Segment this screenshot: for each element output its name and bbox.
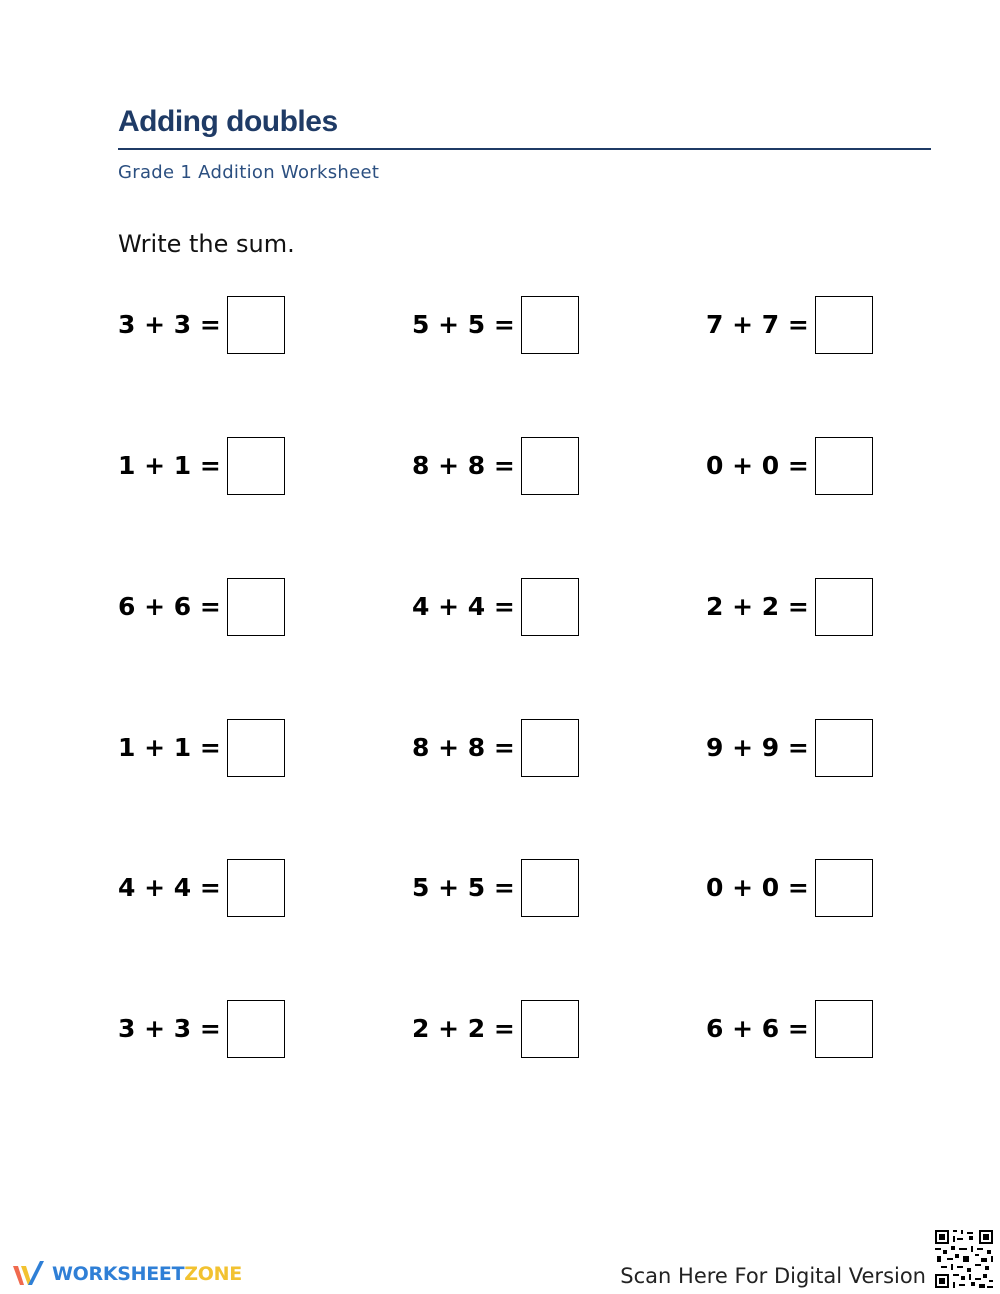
- problem-expression: 0 + 0 =: [706, 451, 809, 480]
- problem-item: [706, 295, 873, 355]
- problem-expression: 7 + 7 =: [706, 310, 809, 339]
- problem-expression: 5 + 5 =: [412, 873, 515, 902]
- problem-expression: 6 + 6 =: [706, 1014, 809, 1043]
- brand-name-part2: ZONE: [184, 1263, 242, 1285]
- problem-item: [706, 858, 873, 918]
- problem-item: [412, 718, 579, 778]
- problem-item: [118, 999, 285, 1059]
- problem-expression: 9 + 9 =: [706, 733, 809, 762]
- answer-box[interactable]: [521, 578, 579, 636]
- answer-box[interactable]: [521, 719, 579, 777]
- answer-box[interactable]: [521, 859, 579, 917]
- problem-expression: 1 + 1 =: [118, 451, 221, 480]
- page-title: Adding doubles: [118, 105, 338, 138]
- problem-expression: 4 + 4 =: [412, 592, 515, 621]
- answer-box[interactable]: [815, 437, 873, 495]
- problem-expression: 3 + 3 =: [118, 1014, 221, 1043]
- problem-item: [412, 858, 579, 918]
- answer-box[interactable]: [521, 437, 579, 495]
- title-divider: [118, 148, 931, 150]
- problem-expression: 3 + 3 =: [118, 310, 221, 339]
- worksheetzone-logo-icon: [10, 1258, 50, 1290]
- answer-box[interactable]: [227, 296, 285, 354]
- problem-item: [118, 436, 285, 496]
- qr-code-icon[interactable]: [933, 1228, 995, 1290]
- answer-box[interactable]: [227, 1000, 285, 1058]
- answer-box[interactable]: [227, 578, 285, 636]
- problem-expression: 4 + 4 =: [118, 873, 221, 902]
- answer-box[interactable]: [815, 1000, 873, 1058]
- problem-item: [706, 436, 873, 496]
- problem-item: [706, 718, 873, 778]
- answer-box[interactable]: [521, 1000, 579, 1058]
- problem-expression: 5 + 5 =: [412, 310, 515, 339]
- problem-expression: 6 + 6 =: [118, 592, 221, 621]
- problem-expression: 0 + 0 =: [706, 873, 809, 902]
- answer-box[interactable]: [227, 437, 285, 495]
- problem-item: [118, 577, 285, 637]
- worksheetzone-logo[interactable]: [10, 1258, 242, 1290]
- problem-item: [412, 436, 579, 496]
- problem-item: [118, 858, 285, 918]
- problem-item: [412, 295, 579, 355]
- answer-box[interactable]: [815, 296, 873, 354]
- problem-item: [706, 577, 873, 637]
- answer-box[interactable]: [815, 719, 873, 777]
- answer-box[interactable]: [227, 859, 285, 917]
- instruction-text: Write the sum.: [118, 230, 295, 258]
- scan-prompt: Scan Here For Digital Version: [620, 1264, 926, 1288]
- problem-item: [118, 718, 285, 778]
- problem-item: [412, 999, 579, 1059]
- problem-expression: 1 + 1 =: [118, 733, 221, 762]
- brand-name-part1: WORKSHEET: [52, 1263, 185, 1285]
- problem-expression: 2 + 2 =: [706, 592, 809, 621]
- answer-box[interactable]: [815, 578, 873, 636]
- problem-expression: 8 + 8 =: [412, 451, 515, 480]
- problem-item: [706, 999, 873, 1059]
- answer-box[interactable]: [521, 296, 579, 354]
- page-subtitle: Grade 1 Addition Worksheet: [118, 162, 380, 183]
- problem-item: [412, 577, 579, 637]
- problem-item: [118, 295, 285, 355]
- answer-box[interactable]: [227, 719, 285, 777]
- brand-name: [52, 1263, 242, 1285]
- answer-box[interactable]: [815, 859, 873, 917]
- problem-expression: 2 + 2 =: [412, 1014, 515, 1043]
- problem-expression: 8 + 8 =: [412, 733, 515, 762]
